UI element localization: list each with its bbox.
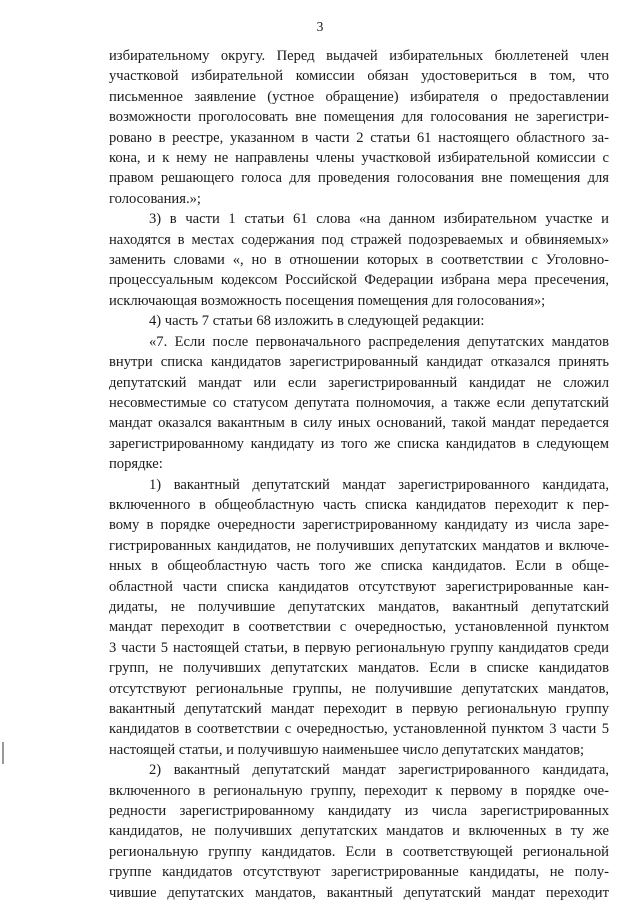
text-line: несовместимые со статусом депутата полномочия, а также если депутатский <box>109 394 609 411</box>
text-line: участковой избирательной комиссии обязан удостовериться в том, что <box>109 68 609 85</box>
text-line: группе кандидатов отсутствуют зарегистрированные кандидаты, не полу- <box>109 864 609 881</box>
text-line: ровано в реестре, указанном в части 2 статьи 61 настоящего областного за- <box>109 129 609 146</box>
text-line: мандат переходит в соответствии с очередностью, установленной пунктом <box>109 619 609 636</box>
text-line: исключающая возможность посещения помещения для голосования»; <box>109 292 546 309</box>
text-line: кандидатов в соответствии с очередностью, установленной пунктом 3 части 5 <box>109 721 609 738</box>
text-line: 1) вакантный депутатский мандат зарегистрированного кандидата, <box>149 476 609 493</box>
text-line: включенного в общеобластную часть списка кандидатов переходит к пер- <box>109 496 609 513</box>
text-line: кандидатов, не получивших депутатских мандатов и включенных в ту же <box>109 823 609 840</box>
body-text <box>109 46 609 903</box>
text-line: зарегистрированному кандидату из того же списка кандидатов в следующем <box>109 435 609 452</box>
text-line: мандат оказался вакантным в силу иных оснований, такой мандат передается <box>109 415 609 432</box>
text-line: избирательному округу. Перед выдачей избирательных бюллетеней член <box>109 48 609 64</box>
text-line: порядке: <box>109 456 163 473</box>
text-line: 3) в части 1 статьи 61 слова «на данном избирательном участке и <box>149 211 609 228</box>
text-line: чившие депутатских мандатов, вакантный депутатский мандат переходит <box>109 884 609 901</box>
text-line: 2) вакантный депутатский мандат зарегистрированного кандидата, <box>149 762 609 779</box>
text-line: письменное заявление (устное обращение) избирателя о предоставлении <box>109 88 609 105</box>
text-line: включенного в региональную группу, переходит к первому в порядке оче- <box>109 782 609 799</box>
text-line: кона, и к нему не направлены члены участковой избирательной комиссии с <box>109 150 609 167</box>
text-line: заменить словами «, но в отношении которых в соответствии с Уголовно- <box>109 252 609 269</box>
text-line: внутри списка кандидатов зарегистрированный кандидат отказался принять <box>109 354 609 371</box>
scan-margin-mark <box>2 742 4 764</box>
text-line: региональную группу кандидатов. Если в соответствующей региональной <box>109 843 609 860</box>
text-line: процессуальным кодексом Российской Федерации избрана мера пресечения, <box>109 272 609 289</box>
text-line: «7. Если после первоначального распределения депутатских мандатов <box>149 333 609 350</box>
text-line: гистрированных кандидатов, не получивших депутатских мандатов и включе- <box>109 537 609 554</box>
text-line: голосования.»; <box>109 190 201 207</box>
text-line: 4) часть 7 статьи 68 изложить в следующей редакции: <box>149 313 485 330</box>
text-line: 3 части 5 настоящей статьи, в первую региональную группу кандидатов среди <box>109 639 609 656</box>
text-line: отсутствуют региональные группы, не получившие депутатских мандатов, <box>109 680 609 697</box>
text-line: настоящей статьи, и получившую наименьшее число депутатских мандатов; <box>109 741 585 758</box>
text-line: правом решающего голоса для проведения голосования вне помещения для <box>109 170 609 187</box>
text-line: возможности проголосовать вне помещения для голосования не зарегистри- <box>109 109 609 126</box>
text-line: редности зарегистрированному кандидату из числа зарегистрированных <box>109 803 609 820</box>
page-number: 3 <box>316 19 324 34</box>
text-line: дидаты, не получившие депутатских мандатов, вакантный депутатский <box>109 598 609 615</box>
text-line: депутатский мандат или если зарегистрированный кандидат не сложил <box>109 374 609 391</box>
text-line: находятся в местах содержания под стражей подозреваемых и обвиняемых» <box>109 231 609 248</box>
text-line: нных в общеобластную часть того же списка кандидатов. Если в обще- <box>109 558 609 575</box>
text-line: вакантный депутатский мандат переходит в первую региональную группу <box>109 701 609 717</box>
text-line: вому в порядке очередности зарегистрированному кандидату из числа заре- <box>109 517 609 534</box>
text-line: областной части списка кандидатов отсутствуют зарегистрированные кан- <box>109 578 609 595</box>
text-line: групп, не получивших депутатских мандатов. Если в списке кандидатов <box>109 660 609 677</box>
